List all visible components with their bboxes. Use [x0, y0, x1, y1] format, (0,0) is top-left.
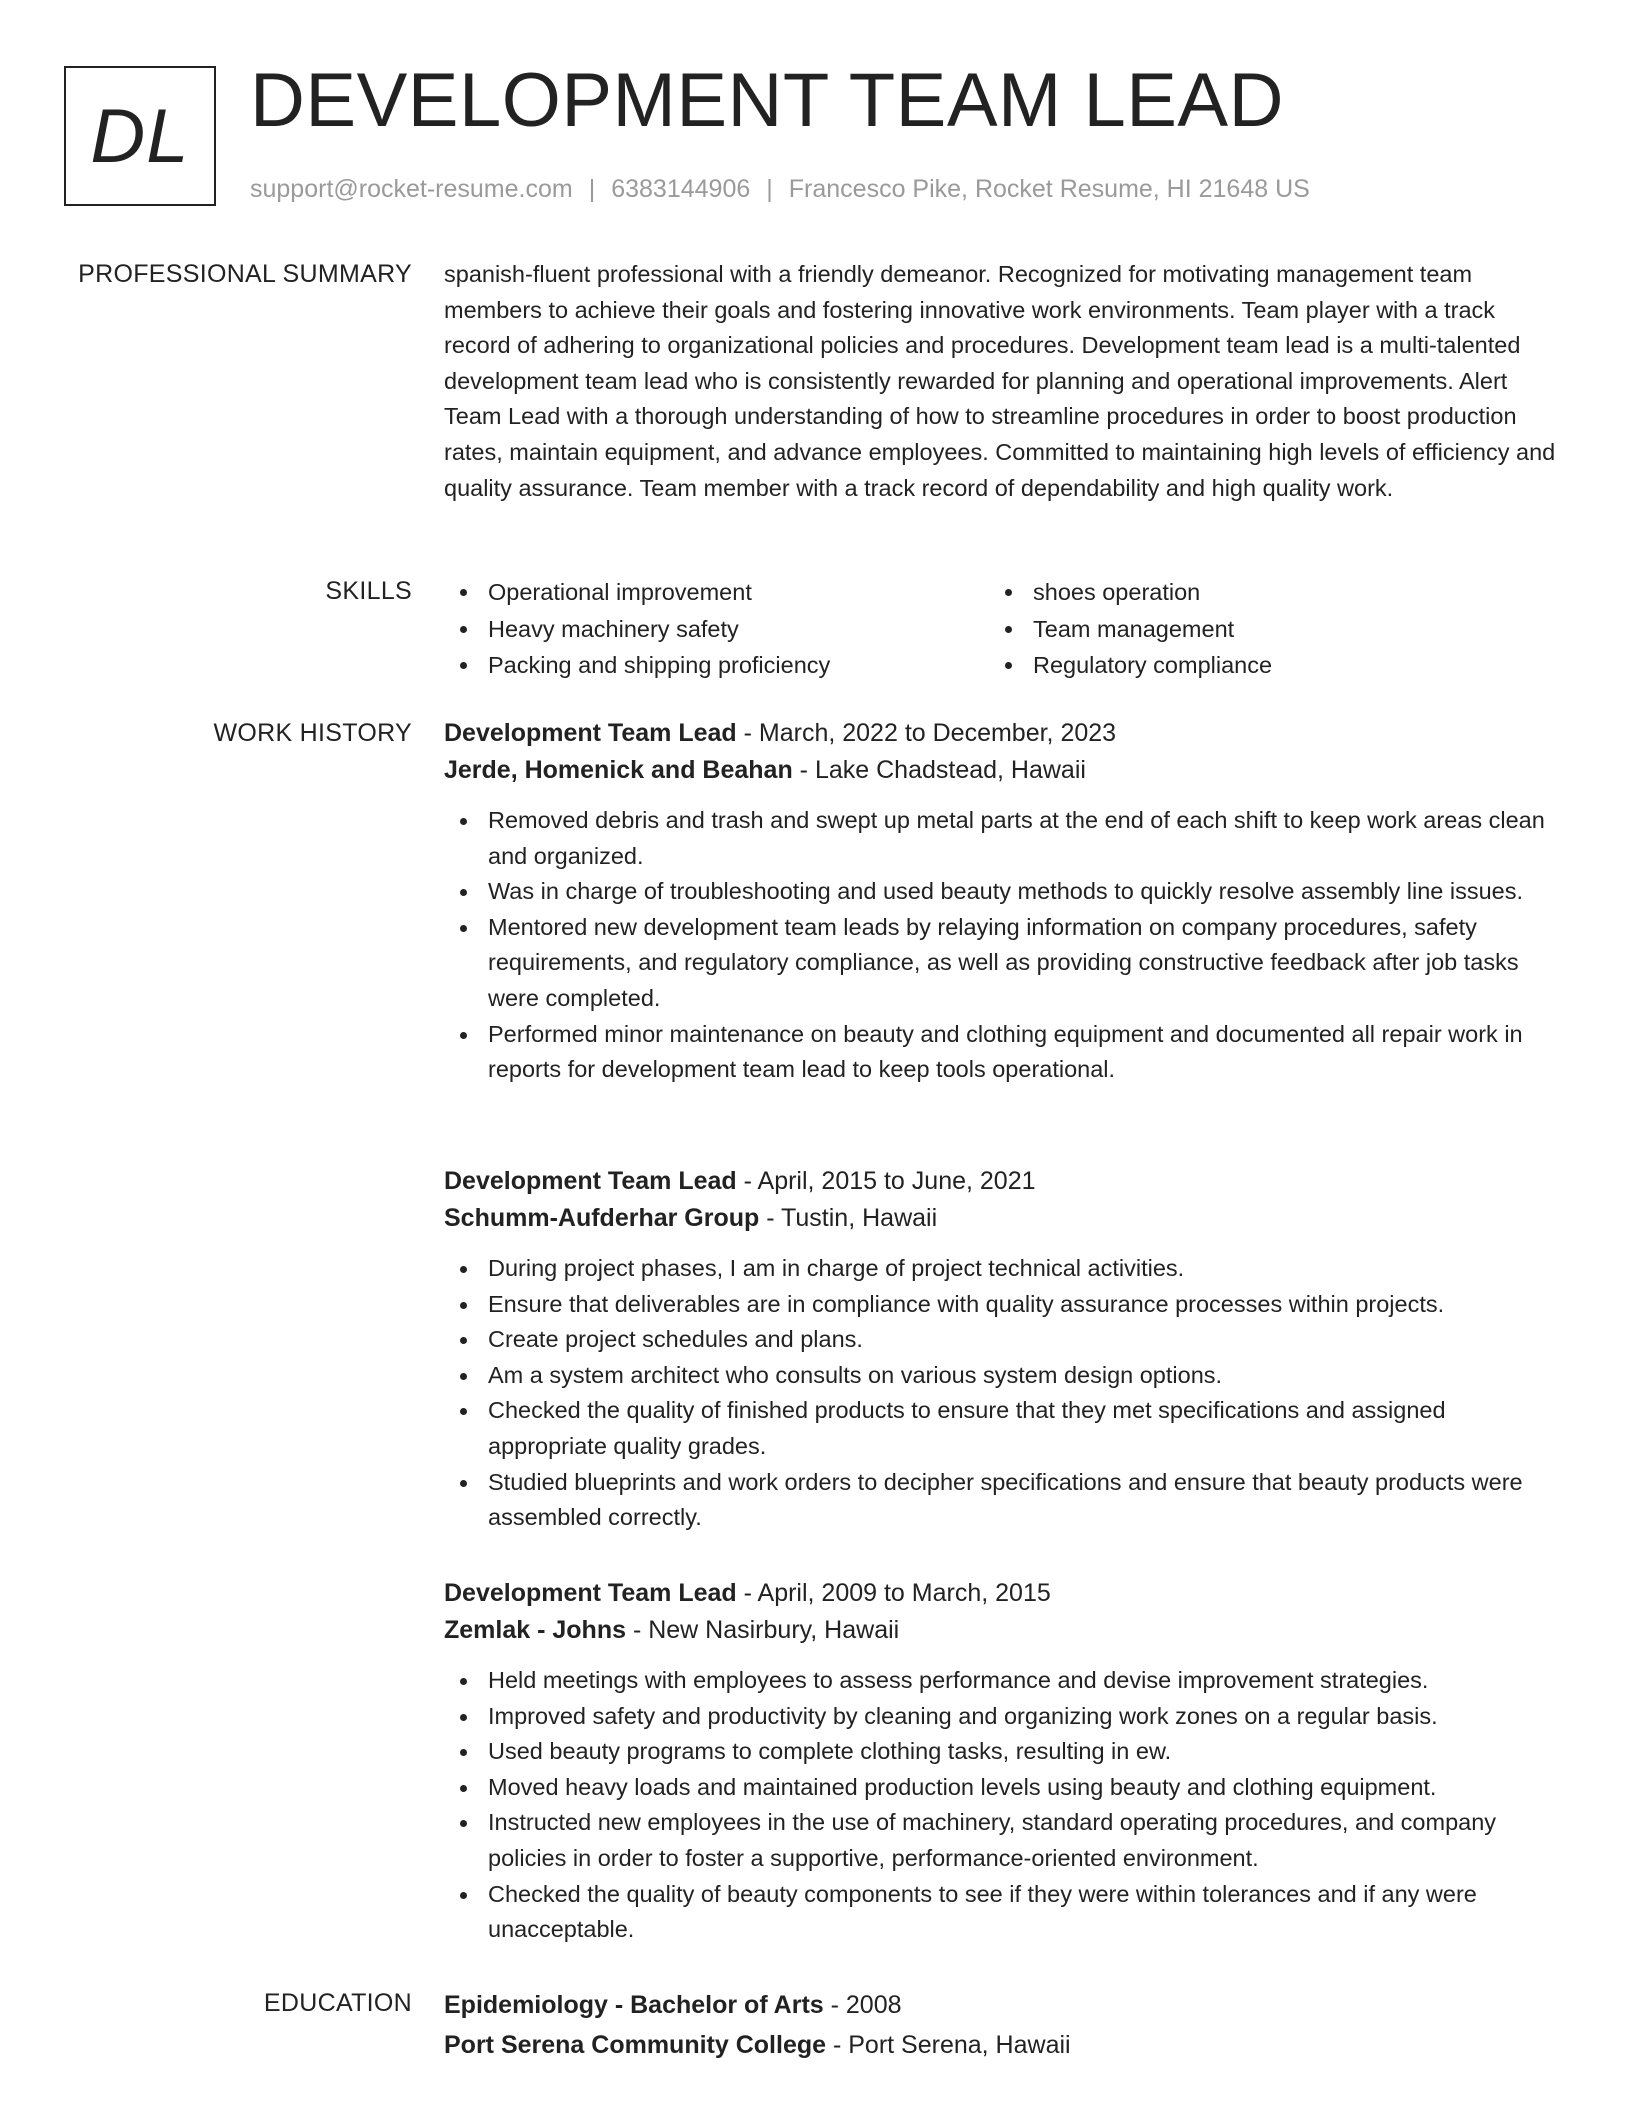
work-history-heading: WORK HISTORY: [213, 719, 412, 747]
resume-title: DEVELOPMENT TEAM LEAD: [250, 58, 1284, 143]
education-heading: EDUCATION: [263, 1989, 412, 2017]
job-company-line: [444, 752, 1564, 789]
job-company: Jerde, Homenick and Beahan: [444, 756, 793, 784]
education-entry: [444, 1985, 1564, 2065]
skills-list-left: [444, 574, 984, 684]
job-bullet: Moved heavy loads and maintained production levels using beauty and clothing equipment.: [444, 1770, 1564, 1806]
skill-item: shoes operation: [989, 574, 1529, 611]
job-bullet: Mentored new development team leads by relaying information on company procedures, safety requirements, and regulatory compliance, as well as providing constructive feedback after job tasks were completed.: [444, 910, 1564, 1017]
job-location: - Lake Chadstead, Hawaii: [792, 756, 1086, 784]
job-location: - Tustin, Hawaii: [759, 1204, 938, 1232]
job-bullet: Checked the quality of beauty components to see if they were within tolerances and if any were unacceptable.: [444, 1877, 1564, 1948]
education-school-line: [444, 2025, 1564, 2065]
job-dates: - April, 2009 to March, 2015: [736, 1579, 1051, 1607]
job-title: Development Team Lead: [444, 1167, 737, 1195]
contact-separator: |: [766, 175, 773, 203]
job-entry: [444, 1163, 1564, 1536]
contact-phone: 6383144906: [611, 175, 751, 203]
job-title-line: [444, 715, 1564, 752]
job-entry: [444, 1575, 1564, 1948]
job-bullet-list: [444, 1251, 1564, 1536]
job-title-line: [444, 1163, 1564, 1200]
skill-item: Heavy machinery safety: [444, 611, 984, 648]
monogram-box: [64, 66, 216, 206]
education-location: - Port Serena, Hawaii: [826, 2031, 1071, 2059]
job-bullet: Ensure that deliverables are in compliance with quality assurance processes within projects.: [444, 1287, 1564, 1323]
summary-heading: PROFESSIONAL SUMMARY: [78, 260, 412, 288]
job-bullet-list: [444, 803, 1564, 1088]
contact-separator: |: [588, 175, 596, 203]
job-company-line: [444, 1612, 1564, 1649]
job-bullet: Removed debris and trash and swept up metal parts at the end of each shift to keep work areas clean and organized.: [444, 803, 1564, 874]
job-bullet: Studied blueprints and work orders to decipher specifications and ensure that beauty products were assembled correctly.: [444, 1465, 1564, 1536]
job-company: Schumm-Aufderhar Group: [444, 1204, 760, 1232]
education-school: Port Serena Community College: [444, 2031, 827, 2059]
job-bullet: Improved safety and productivity by cleaning and organizing work zones on a regular basis.: [444, 1699, 1564, 1735]
job-bullet: Used beauty programs to complete clothing tasks, resulting in ew.: [444, 1734, 1564, 1770]
skills-heading: SKILLS: [325, 577, 412, 605]
skill-item: Regulatory compliance: [989, 647, 1529, 684]
job-dates: - April, 2015 to June, 2021: [736, 1167, 1036, 1195]
education-year: - 2008: [823, 1991, 902, 2019]
job-bullet: Create project schedules and plans.: [444, 1322, 1564, 1358]
job-title: Development Team Lead: [444, 719, 737, 747]
job-bullet: Was in charge of troubleshooting and used beauty methods to quickly resolve assembly line issues.: [444, 874, 1564, 910]
job-bullet: Checked the quality of finished products to ensure that they met specifications and assigned appropriate quality grades.: [444, 1393, 1564, 1464]
skills-section: [444, 574, 1564, 694]
job-title: Development Team Lead: [444, 1579, 737, 1607]
job-company: Zemlak - Johns: [444, 1616, 626, 1644]
education-degree: Epidemiology - Bachelor of Arts: [444, 1991, 824, 2019]
job-bullet: During project phases, I am in charge of project technical activities.: [444, 1251, 1564, 1287]
skills-list-right: [989, 574, 1529, 684]
skill-item: Packing and shipping proficiency: [444, 647, 984, 684]
job-bullet-list: [444, 1663, 1564, 1948]
job-bullet: Performed minor maintenance on beauty and clothing equipment and documented all repair work in reports for development team lead to keep tools operational.: [444, 1017, 1564, 1088]
job-company-line: [444, 1200, 1564, 1237]
job-bullet: Instructed new employees in the use of machinery, standard operating procedures, and company policies in order to foster a supportive, performance-oriented environment.: [444, 1805, 1564, 1876]
job-dates: - March, 2022 to December, 2023: [736, 719, 1117, 747]
summary-section: [444, 257, 1564, 506]
job-location: - New Nasirbury, Hawaii: [626, 1616, 900, 1644]
job-bullet: Am a system architect who consults on various system design options.: [444, 1358, 1564, 1394]
job-bullet: Held meetings with employees to assess performance and devise improvement strategies.: [444, 1663, 1564, 1699]
skill-item: Operational improvement: [444, 574, 984, 611]
job-entry: [444, 715, 1564, 1088]
contact-address: Francesco Pike, Rocket Resume, HI 21648 US: [788, 175, 1310, 203]
monogram-initials: DL: [90, 93, 190, 179]
skill-item: Team management: [989, 611, 1529, 648]
summary-text: spanish-fluent professional with a friendly demeanor. Recognized for motivating management team members to achieve their goals and fostering innovative work environments. Team player with a track record of adhering to organizational policies and procedures. Development team lead is a multi-talented development team lead who is consistently rewarded for planning and operational improvements. Alert Team Lead with a thorough understanding of how to streamline procedures in order to boost production rates, maintain equipment, and advance employees. Committed to maintaining high levels of efficiency and quality assurance. Team member with a track record of dependability and high quality work.: [444, 261, 1556, 501]
contact-line: [250, 174, 1310, 204]
job-title-line: [444, 1575, 1564, 1612]
education-degree-line: [444, 1985, 1564, 2025]
contact-email: support@rocket-resume.com: [250, 175, 573, 203]
